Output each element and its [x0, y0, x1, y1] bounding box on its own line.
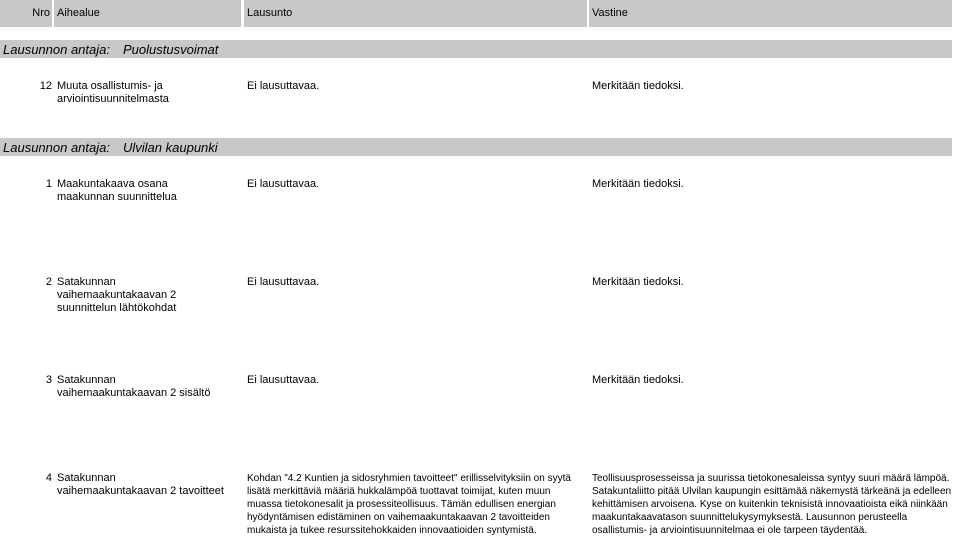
row-aihealue: Muuta osallistumis- ja arviointisuunnitelmasta	[57, 80, 169, 105]
header-lausunto: Lausunto	[247, 7, 293, 19]
row-aihealue: Satakunnan vaihemaakuntakaavan 2 tavoitteet	[57, 472, 224, 497]
row-lausunto: Ei lausuttavaa.	[247, 178, 320, 190]
row-number: 12	[39, 80, 52, 92]
row-vastine: Merkitään tiedoksi.	[592, 276, 684, 288]
header-vastine-cell	[589, 0, 952, 27]
section-label: Lausunnon antaja:	[3, 42, 110, 57]
row-number: 3	[45, 374, 52, 386]
row-vastine: Teollisuusprosesseissa ja suurissa tietokonesaleissa syntyy suuri määrä lämpöä. Satakuntaliitto pitää Ulvilan kaupungin esittämää näkemystä tärkeänä ja edelleen kehittämisen arvoisena. Kyse on kuitenkin teknisistä innovaatioista eikä niinkään maakuntakaavatason suunnittelukysymyksestä. Lausunnon perusteella osallistumis- ja arviointisuunnitelmaa ei ole tarpeen täydentää.	[592, 473, 952, 536]
header-lausunto-cell	[244, 0, 587, 27]
section-bar-ulvila	[0, 138, 952, 156]
section-bar-puolustusvoimat	[0, 40, 952, 58]
row-lausunto: Ei lausuttavaa.	[247, 374, 320, 386]
row-number: 2	[45, 276, 52, 288]
section-value: Ulvilan kaupunki	[123, 140, 218, 155]
header-nro: Nro	[32, 7, 50, 19]
header-aihealue: Aihealue	[57, 7, 100, 19]
header-aihealue-cell	[54, 0, 241, 27]
row-vastine: Merkitään tiedoksi.	[592, 80, 684, 92]
header-vastine: Vastine	[592, 7, 628, 19]
row-number: 4	[45, 472, 52, 484]
row-number: 1	[45, 178, 52, 190]
row-aihealue: Maakuntakaava osana maakunnan suunnittelua	[57, 178, 177, 203]
row-lausunto: Ei lausuttavaa.	[247, 276, 320, 288]
row-vastine: Merkitään tiedoksi.	[592, 374, 684, 386]
section-label: Lausunnon antaja:	[3, 140, 110, 155]
row-lausunto: Ei lausuttavaa.	[247, 80, 320, 92]
row-aihealue: Satakunnan vaihemaakuntakaavan 2 sisältö	[57, 374, 211, 399]
header-nro-cell	[0, 0, 52, 27]
row-lausunto: Kohdan "4.2 Kuntien ja sidosryhmien tavoitteet" erillisselvityksiin on syytä lisätä merkittäviä määriä hukkalämpöä tuottavat toimijat, kuten muun muassa tietokonesalit ja prosessiteollisuus. Tämän edullisen energian hyödyntämisen edistäminen on vaihemaakuntakaavan 2 tavoitteiden mukaista ja tukee resurssitehokkaiden innovaatioiden syntymistä.	[247, 473, 571, 536]
section-value: Puolustusvoimat	[123, 42, 219, 57]
row-vastine: Merkitään tiedoksi.	[592, 178, 684, 190]
row-aihealue: Satakunnan vaihemaakuntakaavan 2 suunnittelun lähtökohdat	[57, 276, 177, 314]
